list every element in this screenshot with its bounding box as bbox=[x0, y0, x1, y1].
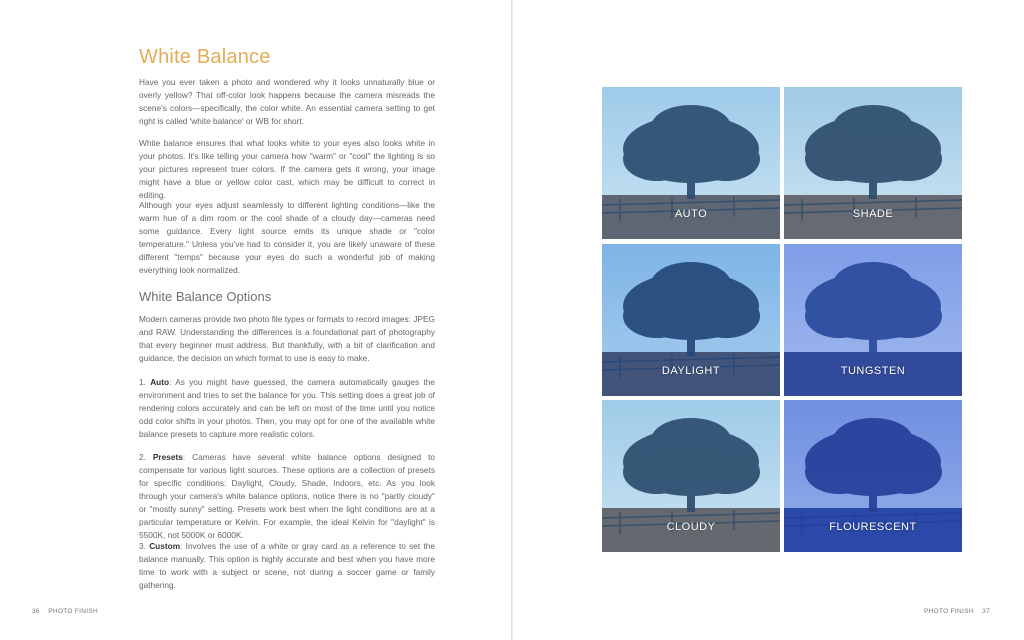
folio-left bbox=[32, 608, 98, 615]
intro-paragraph-3: Although your eyes adjust seamlessly to different lighting conditions—like the warm hue of a dim room or the cool shade of a cloudy day—cameras need some guidance. Every light source emits its unique shade or "color temperature." Unless you've had to consider it, you are likely unaware of these different "temps" because your eyes do such a wonderful job of making everything look normalized. bbox=[139, 200, 435, 275]
photo-label: FLOURESCENT bbox=[829, 521, 917, 533]
option-presets-paragraph bbox=[139, 451, 435, 542]
option-term: Presets bbox=[152, 452, 183, 462]
option-text: : Cameras have several white balance options designed to compensate for various light sources. These options are a collection of presets for specific conditions: Daylight, Cloudy, Shade, Indoors, etc. As you look through your camera's white balance options, notice there is no "partly cloudy" or "mostly sunny" setting. Presets work best when the light conditions are at a particular temperature or Kelvin. For example, the ideal Kelvin for "daylight" is 5500K, not 5000K or 6000K. bbox=[139, 452, 435, 540]
photo-tungsten bbox=[784, 244, 962, 396]
intro-paragraph-1: Have you ever taken a photo and wondered why it looks unnaturally blue or overly yellow? That off-color look happens because the camera misreads the scene's colors—specifically, the color white. An essential camera setting to get right is called 'white balance' or WB for short. bbox=[139, 77, 435, 126]
folio-right bbox=[924, 608, 990, 615]
photo-label: SHADE bbox=[852, 208, 894, 220]
photo-label: DAYLIGHT bbox=[661, 365, 721, 377]
intro-paragraph-2: White balance ensures that what looks white to your eyes also looks white in your photos. It's like telling your camera how "warm" or "cool" the lighting is so your pictures represent truer colors. If the camera gets it wrong, your image might have a blue or yellow color cast, which may be difficult to correct in editing. bbox=[139, 138, 435, 200]
photo-label: CLOUDY bbox=[666, 521, 716, 533]
book-title: PHOTO FINISH bbox=[48, 608, 98, 615]
page-number: 36 bbox=[32, 608, 40, 615]
option-term: Auto bbox=[150, 377, 170, 387]
page-title: White Balance bbox=[139, 46, 271, 68]
option-auto-paragraph bbox=[139, 376, 435, 441]
photo-flourescent bbox=[784, 400, 962, 552]
options-intro-paragraph: Modern cameras provide two photo file types or formats to record images: JPEG and RAW. Understanding the differences is a foundational part of photography that every beginner must address. But thankfully, with a bit of clarification and guidance, the decision on which format to use is easy to make. bbox=[139, 314, 435, 363]
book-title: PHOTO FINISH bbox=[924, 608, 974, 615]
option-text: : As you might have guessed, the camera automatically gauges the environment and tries to set the balance for you. This setting does a great job of rendering colors accurately and can be left on most of the time until you notice odd color shifts in your photos. Then, you may opt for one of the available white balance presets to capture more realistic colors. bbox=[139, 377, 435, 439]
left-page bbox=[0, 0, 511, 640]
photo-daylight bbox=[602, 244, 780, 396]
option-number: 3. bbox=[139, 541, 146, 551]
photo-shade bbox=[784, 87, 962, 239]
photo-cloudy bbox=[602, 400, 780, 552]
option-text: : Involves the use of a white or gray card as a reference to set the balance manually. This option is highly accurate and best when you have more time to work with a subject or scene, not during a soccer game or family gathering. bbox=[139, 541, 435, 590]
photo-label: AUTO bbox=[674, 208, 708, 220]
right-page bbox=[513, 0, 1024, 640]
photo-label: TUNGSTEN bbox=[840, 365, 906, 377]
option-number: 2. bbox=[139, 452, 146, 462]
page-number: 37 bbox=[982, 608, 990, 615]
option-number: 1. bbox=[139, 377, 146, 387]
section-subhead: White Balance Options bbox=[139, 289, 272, 304]
photo-auto bbox=[602, 87, 780, 239]
option-custom-paragraph bbox=[139, 540, 435, 592]
option-term: Custom bbox=[149, 541, 181, 551]
